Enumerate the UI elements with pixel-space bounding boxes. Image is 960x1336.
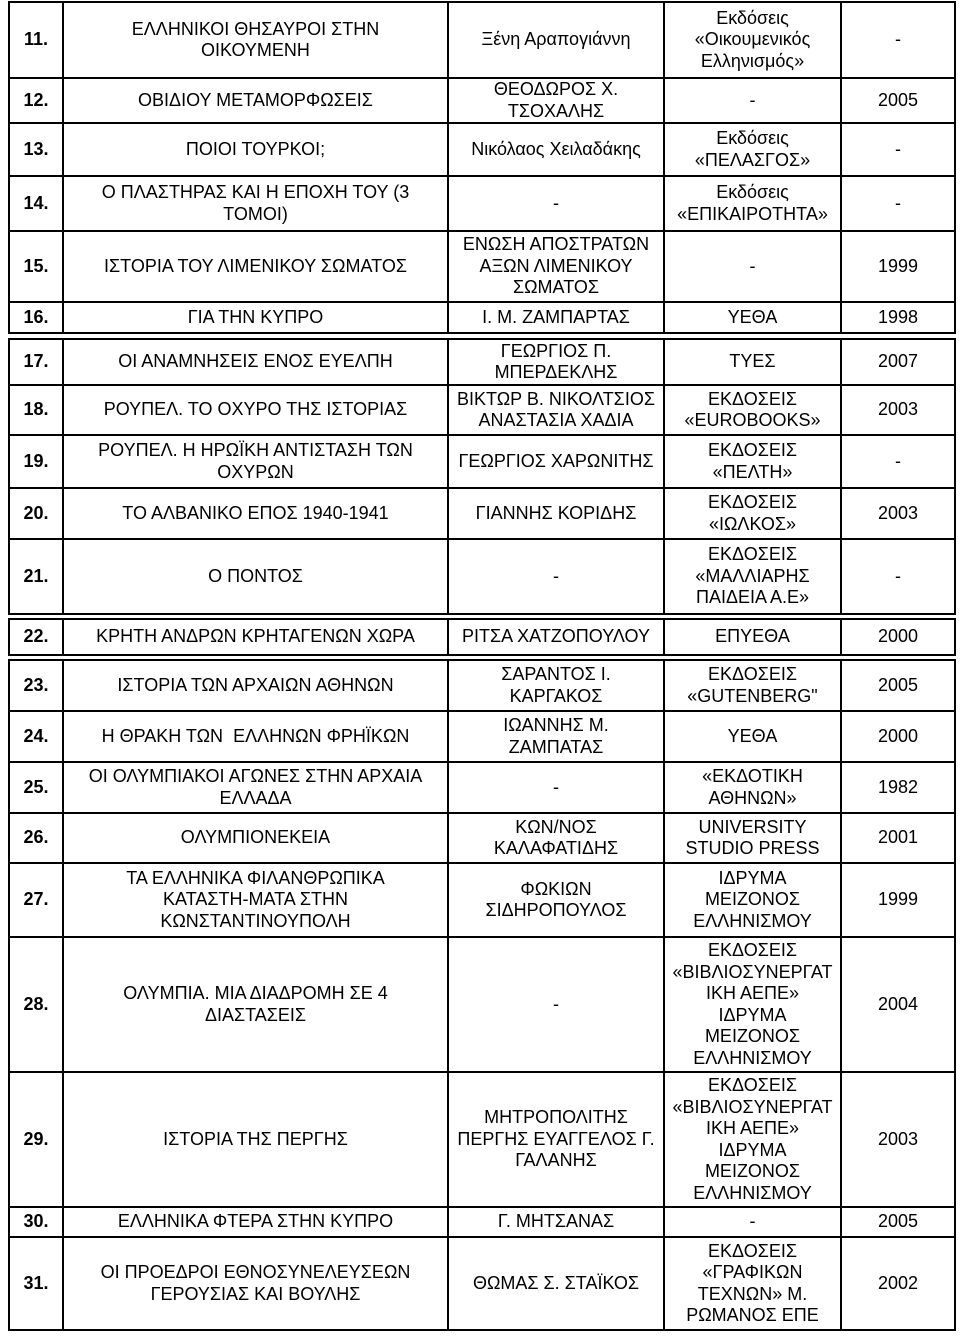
book-year: -: [841, 176, 955, 231]
book-year: 2004: [841, 937, 955, 1072]
book-publisher: ΕΠΥΕΘΑ: [664, 619, 841, 655]
book-year: 1999: [841, 231, 955, 302]
row-number: 28.: [9, 937, 63, 1072]
table-row: [9, 435, 955, 488]
book-publisher: ΥΕΘΑ: [664, 302, 841, 333]
table-row: [9, 78, 955, 123]
book-title: Ο ΠΟΝΤΟΣ: [63, 539, 448, 614]
book-title: ΙΣΤΟΡΙΑ ΤΟΥ ΛΙΜΕΝΙΚΟΥ ΣΩΜΑΤΟΣ: [63, 231, 448, 302]
book-publisher: -: [664, 78, 841, 123]
book-year: -: [841, 539, 955, 614]
book-publisher: Εκδόσεις «Οικουμενικός Ελληνισμός»: [664, 2, 841, 78]
book-publisher: ΙΔΡΥΜΑ ΜΕΙΖΟΝΟΣ ΕΛΛΗΝΙΣΜΟΥ: [664, 863, 841, 937]
book-year: 2002: [841, 1237, 955, 1330]
table-row: [9, 2, 955, 78]
book-year: 1999: [841, 863, 955, 937]
table-row: [9, 176, 955, 231]
book-author: ΜΗΤΡΟΠΟΛΙΤΗΣ ΠΕΡΓΗΣ ΕΥΑΓΓΕΛΟΣ Γ. ΓΑΛΑΝΗΣ: [448, 1072, 664, 1207]
row-number: 13.: [9, 123, 63, 176]
book-title: ΟΙ ΠΡΟΕΔΡΟΙ ΕΘΝΟΣΥΝΕΛΕΥΣΕΩΝ ΓΕΡΟΥΣΙΑΣ ΚΑΙ ΒΟΥΛΗΣ: [63, 1237, 448, 1330]
book-publisher: ΕΚΔΟΣΕΙΣ «EUROBOOKS»: [664, 385, 841, 435]
book-author: ΙΩΑΝΝΗΣ Μ. ΖΑΜΠΑΤΑΣ: [448, 711, 664, 762]
row-number: 20.: [9, 488, 63, 539]
row-number: 24.: [9, 711, 63, 762]
book-title: ΙΣΤΟΡΙΑ ΤΩΝ ΑΡΧΑΙΩΝ ΑΘΗΝΩΝ: [63, 660, 448, 711]
book-title: ΙΣΤΟΡΙΑ ΤΗΣ ΠΕΡΓΗΣ: [63, 1072, 448, 1207]
row-number: 27.: [9, 863, 63, 937]
book-author: Γ. ΜΗΤΣΑΝΑΣ: [448, 1207, 664, 1237]
row-number: 16.: [9, 302, 63, 333]
book-title: Η ΘΡΑΚΗ ΤΩΝ ΕΛΛΗΝΩΝ ΦΡΗΪΚΩΝ: [63, 711, 448, 762]
book-table: [8, 659, 956, 1331]
book-year: 2003: [841, 385, 955, 435]
table-row: [9, 1072, 955, 1207]
book-author: ΦΩΚΙΩΝ ΣΙΔΗΡΟΠΟΥΛΟΣ: [448, 863, 664, 937]
book-year: 2000: [841, 711, 955, 762]
book-author: -: [448, 762, 664, 813]
book-title: ΕΛΛΗΝΙΚΟΙ ΘΗΣΑΥΡΟΙ ΣΤΗΝ ΟΙΚΟΥΜΕΝΗ: [63, 2, 448, 78]
book-publisher: ΤΥΕΣ: [664, 339, 841, 385]
book-author: Ι. Μ. ΖΑΜΠΑΡΤΑΣ: [448, 302, 664, 333]
book-author: ΒΙΚΤΩΡ Β. ΝΙΚΟΛΤΣΙΟΣ ΑΝΑΣΤΑΣΙΑ ΧΑΔΙΑ: [448, 385, 664, 435]
table-row: [9, 385, 955, 435]
table-row: [9, 231, 955, 302]
table-row: [9, 488, 955, 539]
book-publisher: ΕΚΔΟΣΕΙΣ «ΙΩΛΚΟΣ»: [664, 488, 841, 539]
book-title: ΟΛΥΜΠΙΟΝΕΚΕΙΑ: [63, 813, 448, 863]
book-year: 2003: [841, 488, 955, 539]
row-number: 19.: [9, 435, 63, 488]
table-row: [9, 863, 955, 937]
book-author: ΡΙΤΣΑ ΧΑΤΖΟΠΟΥΛΟΥ: [448, 619, 664, 655]
row-number: 30.: [9, 1207, 63, 1237]
table-row: [9, 539, 955, 614]
table-row: [9, 619, 955, 655]
table-row: [9, 711, 955, 762]
book-publisher: ΕΚΔΟΣΕΙΣ «ΒΙΒΛΙΟΣΥΝΕΡΓΑΤ ΙΚΗ ΑΕΠΕ» ΙΔΡΥΜΑ ΜΕΙΖΟΝΟΣ ΕΛΛΗΝΙΣΜΟΥ: [664, 937, 841, 1072]
row-number: 11.: [9, 2, 63, 78]
book-author: Ξένη Αραπογιάννη: [448, 2, 664, 78]
book-title: ΟΙ ΟΛΥΜΠΙΑΚΟΙ ΑΓΩΝΕΣ ΣΤΗΝ ΑΡΧΑΙΑ ΕΛΛΑΔΑ: [63, 762, 448, 813]
table-row: [9, 123, 955, 176]
book-year: -: [841, 2, 955, 78]
book-author: ΕΝΩΣΗ ΑΠΟΣΤΡΑΤΩΝ ΑΞΩΝ ΛΙΜΕΝΙΚΟΥ ΣΩΜΑΤΟΣ: [448, 231, 664, 302]
book-author: ΓΙΑΝΝΗΣ ΚΟΡΙΔΗΣ: [448, 488, 664, 539]
book-title: ΡΟΥΠΕΛ. ΤΟ ΟΧΥΡΟ ΤΗΣ ΙΣΤΟΡΙΑΣ: [63, 385, 448, 435]
book-year: 2000: [841, 619, 955, 655]
book-title: ΟΒΙΔΙΟΥ ΜΕΤΑΜΟΡΦΩΣΕΙΣ: [63, 78, 448, 123]
book-year: 2001: [841, 813, 955, 863]
row-number: 31.: [9, 1237, 63, 1330]
book-author: ΘΩΜΑΣ Σ. ΣΤΑΪΚΟΣ: [448, 1237, 664, 1330]
book-publisher: -: [664, 1207, 841, 1237]
book-publisher: «ΕΚΔΟΤΙΚΗ ΑΘΗΝΩΝ»: [664, 762, 841, 813]
book-year: -: [841, 123, 955, 176]
row-number: 12.: [9, 78, 63, 123]
table-row: [9, 937, 955, 1072]
table-row: [9, 339, 955, 385]
row-number: 25.: [9, 762, 63, 813]
book-year: 2005: [841, 1207, 955, 1237]
table-row: [9, 1237, 955, 1330]
table-row: [9, 762, 955, 813]
table-row: [9, 302, 955, 333]
book-title: ΟΙ ΑΝΑΜΝΗΣΕΙΣ ΕΝΟΣ ΕΥΕΛΠΗ: [63, 339, 448, 385]
book-year: 2003: [841, 1072, 955, 1207]
table-row: [9, 1207, 955, 1237]
book-publisher: -: [664, 231, 841, 302]
book-title: ΡΟΥΠΕΛ. Η ΗΡΩΪΚΗ ΑΝΤΙΣΤΑΣΗ ΤΩΝ ΟΧΥΡΩΝ: [63, 435, 448, 488]
book-table: [8, 338, 956, 615]
book-publisher: Εκδόσεις «ΕΠΙΚΑΙΡΟΤΗΤΑ»: [664, 176, 841, 231]
book-title: ΕΛΛΗΝΙΚΑ ΦΤΕΡΑ ΣΤΗΝ ΚΥΠΡΟ: [63, 1207, 448, 1237]
book-title: ΚΡΗΤΗ ΑΝΔΡΩΝ ΚΡΗΤΑΓΕΝΩΝ ΧΩΡΑ: [63, 619, 448, 655]
book-author: ΓΕΩΡΓΙΟΣ Π. ΜΠΕΡΔΕΚΛΗΣ: [448, 339, 664, 385]
row-number: 22.: [9, 619, 63, 655]
book-author: -: [448, 539, 664, 614]
book-author: ΓΕΩΡΓΙΟΣ ΧΑΡΩΝΙΤΗΣ: [448, 435, 664, 488]
book-publisher: ΕΚΔΟΣΕΙΣ «ΓΡΑΦΙΚΩΝ ΤΕΧΝΩΝ» Μ. ΡΩΜΑΝΟΣ ΕΠΕ: [664, 1237, 841, 1330]
book-year: 2005: [841, 660, 955, 711]
book-author: -: [448, 176, 664, 231]
book-year: 1998: [841, 302, 955, 333]
book-title: ΤΑ ΕΛΛΗΝΙΚΑ ΦΙΛΑΝΘΡΩΠΙΚΑ ΚΑΤΑΣΤΗ-ΜΑΤΑ ΣΤΗΝ ΚΩΝΣΤΑΝΤΙΝΟΥΠΟΛΗ: [63, 863, 448, 937]
book-publisher: ΕΚΔΟΣΕΙΣ «ΠΕΛΤΗ»: [664, 435, 841, 488]
book-publisher: ΕΚΔΟΣΕΙΣ «GUTENBERG": [664, 660, 841, 711]
book-publisher: ΕΚΔΟΣΕΙΣ «ΒΙΒΛΙΟΣΥΝΕΡΓΑΤ ΙΚΗ ΑΕΠΕ» ΙΔΡΥΜΑ ΜΕΙΖΟΝΟΣ ΕΛΛΗΝΙΣΜΟΥ: [664, 1072, 841, 1207]
row-number: 21.: [9, 539, 63, 614]
row-number: 29.: [9, 1072, 63, 1207]
book-year: 1982: [841, 762, 955, 813]
book-title: ΤΟ ΑΛΒΑΝΙΚΟ ΕΠΟΣ 1940-1941: [63, 488, 448, 539]
row-number: 17.: [9, 339, 63, 385]
book-publisher: ΥΕΘΑ: [664, 711, 841, 762]
book-author: -: [448, 937, 664, 1072]
book-title: ΟΛΥΜΠΙΑ. ΜΙΑ ΔΙΑΔΡΟΜΗ ΣΕ 4 ΔΙΑΣΤΑΣΕΙΣ: [63, 937, 448, 1072]
row-number: 26.: [9, 813, 63, 863]
book-author: Νικόλαος Χειλαδάκης: [448, 123, 664, 176]
book-year: 2005: [841, 78, 955, 123]
table-row: [9, 813, 955, 863]
book-title: ΠΟΙΟΙ ΤΟΥΡΚΟΙ;: [63, 123, 448, 176]
row-number: 23.: [9, 660, 63, 711]
row-number: 18.: [9, 385, 63, 435]
book-author: ΣΑΡΑΝΤΟΣ Ι. ΚΑΡΓΑΚΟΣ: [448, 660, 664, 711]
book-author: ΚΩΝ/ΝΟΣ ΚΑΛΑΦΑΤΙΔΗΣ: [448, 813, 664, 863]
row-number: 15.: [9, 231, 63, 302]
book-year: -: [841, 435, 955, 488]
book-publisher: ΕΚΔΟΣΕΙΣ «ΜΑΛΛΙΑΡΗΣ ΠΑΙΔΕΙΑ Α.Ε»: [664, 539, 841, 614]
book-publisher: Εκδόσεις «ΠΕΛΑΣΓΟΣ»: [664, 123, 841, 176]
book-publisher: UNIVERSITY STUDIO PRESS: [664, 813, 841, 863]
book-author: ΘΕΟΔΩΡΟΣ Χ. ΤΣΟΧΑΛΗΣ: [448, 78, 664, 123]
book-table: [8, 1, 956, 334]
table-row: [9, 660, 955, 711]
book-title: ΓΙΑ ΤΗΝ ΚΥΠΡΟ: [63, 302, 448, 333]
row-number: 14.: [9, 176, 63, 231]
book-table: [8, 618, 956, 656]
book-year: 2007: [841, 339, 955, 385]
book-title: Ο ΠΛΑΣΤΗΡΑΣ ΚΑΙ Η ΕΠΟΧΗ ΤΟΥ (3 ΤΟΜΟΙ): [63, 176, 448, 231]
